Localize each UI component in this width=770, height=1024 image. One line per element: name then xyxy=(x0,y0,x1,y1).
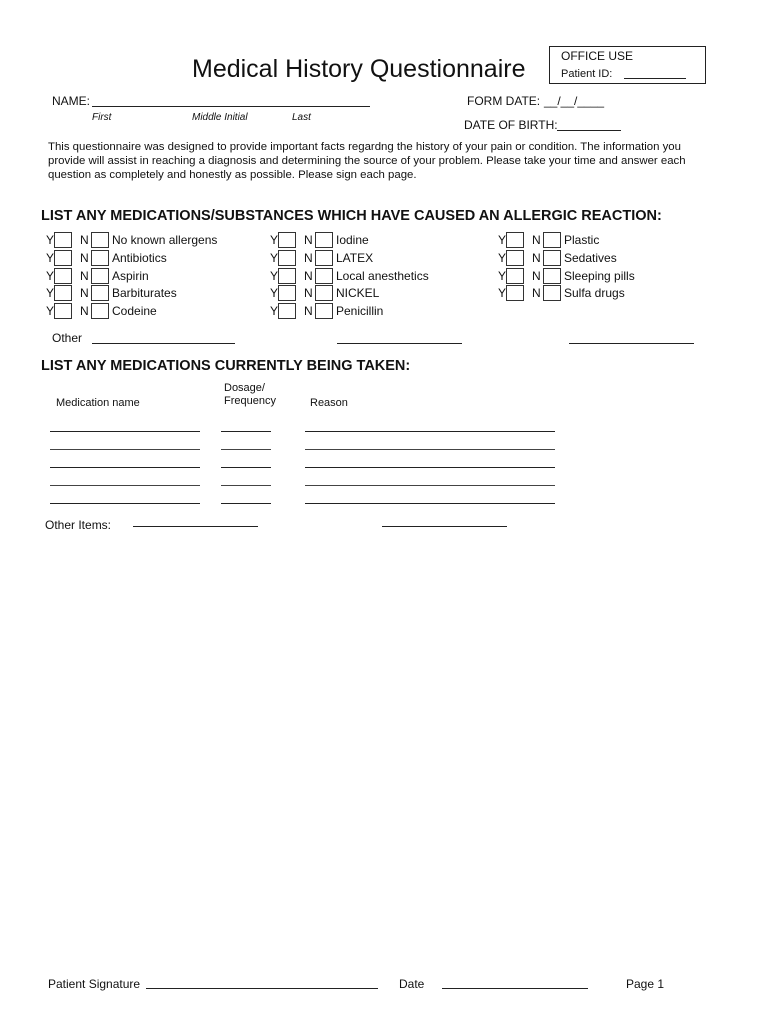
allergy-yes-checkbox-no-known-allergens[interactable] xyxy=(54,232,72,248)
first-name-caption: First xyxy=(92,112,112,123)
form-date-label: FORM DATE: xyxy=(467,94,541,108)
allergy-item-aspirin: Aspirin xyxy=(112,269,149,283)
allergy-no-checkbox-codeine[interactable] xyxy=(91,303,109,319)
yes-label: Y xyxy=(498,286,507,300)
allergy-yes-checkbox-iodine[interactable] xyxy=(278,232,296,248)
allergy-item-latex: LATEX xyxy=(336,251,374,265)
allergy-item-sedatives: Sedatives xyxy=(564,251,617,265)
allergy-item-local-anesthetics: Local anesthetics xyxy=(336,269,429,283)
other-items-field-2[interactable] xyxy=(382,526,507,527)
allergy-yes-checkbox-barbiturates[interactable] xyxy=(54,285,72,301)
signature-date-field[interactable] xyxy=(442,988,588,989)
yes-label: Y xyxy=(270,304,279,318)
allergy-item-nickel: NICKEL xyxy=(336,286,380,300)
no-label: N xyxy=(80,304,89,318)
patient-signature-label: Patient Signature xyxy=(48,977,141,991)
allergy-item-antibiotics: Antibiotics xyxy=(112,251,167,265)
allergy-yes-checkbox-local-anesthetics[interactable] xyxy=(278,268,296,284)
allergy-yes-checkbox-antibiotics[interactable] xyxy=(54,250,72,266)
patient-id-field[interactable] xyxy=(624,78,686,79)
other-allergy-field-1[interactable] xyxy=(92,343,235,344)
allergy-no-checkbox-antibiotics[interactable] xyxy=(91,250,109,266)
yes-label: Y xyxy=(498,269,507,283)
other-allergy-field-2[interactable] xyxy=(337,343,462,344)
yes-label: Y xyxy=(46,304,55,318)
patient-id-label: Patient ID: xyxy=(561,68,613,80)
yes-label: Y xyxy=(46,251,55,265)
page-title: Medical History Questionnaire xyxy=(192,55,526,83)
reason-field-5[interactable] xyxy=(305,503,555,504)
no-label: N xyxy=(80,233,89,247)
yes-label: Y xyxy=(270,286,279,300)
dosage-frequency-header: Dosage/ Frequency xyxy=(224,382,276,407)
yes-label: Y xyxy=(270,233,279,247)
allergy-no-checkbox-local-anesthetics[interactable] xyxy=(315,268,333,284)
dob-field[interactable] xyxy=(557,130,621,131)
allergy-item-iodine: Iodine xyxy=(336,233,369,247)
allergy-yes-checkbox-nickel[interactable] xyxy=(278,285,296,301)
allergy-no-checkbox-latex[interactable] xyxy=(315,250,333,266)
dosage-field-1[interactable] xyxy=(221,431,271,432)
name-label: NAME: xyxy=(52,94,91,108)
name-field[interactable] xyxy=(92,106,370,107)
other-items-field-1[interactable] xyxy=(133,526,258,527)
yes-label: Y xyxy=(46,286,55,300)
allergy-yes-checkbox-sedatives[interactable] xyxy=(506,250,524,266)
allergy-no-checkbox-barbiturates[interactable] xyxy=(91,285,109,301)
yes-label: Y xyxy=(270,251,279,265)
allergy-item-barbiturates: Barbiturates xyxy=(112,286,177,300)
medication-name-field-2[interactable] xyxy=(50,449,200,450)
current-meds-heading: LIST ANY MEDICATIONS CURRENTLY BEING TAKEN: xyxy=(41,358,411,374)
medication-name-field-5[interactable] xyxy=(50,503,200,504)
page-number: Page 1 xyxy=(626,977,665,991)
allergy-no-checkbox-sedatives[interactable] xyxy=(543,250,561,266)
no-label: N xyxy=(304,251,313,265)
yes-label: Y xyxy=(498,233,507,247)
no-label: N xyxy=(80,251,89,265)
other-allergy-field-3[interactable] xyxy=(569,343,694,344)
allergy-no-checkbox-no-known-allergens[interactable] xyxy=(91,232,109,248)
no-label: N xyxy=(532,286,541,300)
allergy-item-no-known-allergens: No known allergens xyxy=(112,233,218,247)
form-date-field[interactable]: __/__/____ xyxy=(544,94,605,108)
dob-label: DATE OF BIRTH: xyxy=(464,118,558,132)
dosage-field-2[interactable] xyxy=(221,449,271,450)
office-use-box xyxy=(549,46,706,84)
reason-field-2[interactable] xyxy=(305,449,555,450)
no-label: N xyxy=(532,233,541,247)
no-label: N xyxy=(532,251,541,265)
allergy-yes-checkbox-sleeping-pills[interactable] xyxy=(506,268,524,284)
allergy-yes-checkbox-latex[interactable] xyxy=(278,250,296,266)
other-allergy-label: Other xyxy=(52,331,83,345)
no-label: N xyxy=(304,233,313,247)
medication-name-field-4[interactable] xyxy=(50,485,200,486)
reason-field-1[interactable] xyxy=(305,431,555,432)
allergy-no-checkbox-penicillin[interactable] xyxy=(315,303,333,319)
allergy-yes-checkbox-plastic[interactable] xyxy=(506,232,524,248)
no-label: N xyxy=(80,269,89,283)
intro-paragraph: This questionnaire was designed to provide important facts regardng the history of your pain or condition. The information you provide will assist in reaching a diagnosis and determining the source of your problem. Please take your time and answer each question as completely and honestly as possible. Please sign each page. xyxy=(48,141,686,181)
allergy-item-sleeping-pills: Sleeping pills xyxy=(564,269,635,283)
dosage-field-3[interactable] xyxy=(221,467,271,468)
allergy-yes-checkbox-penicillin[interactable] xyxy=(278,303,296,319)
signature-date-label: Date xyxy=(399,977,425,991)
allergy-no-checkbox-sleeping-pills[interactable] xyxy=(543,268,561,284)
patient-signature-field[interactable] xyxy=(146,988,378,989)
allergies-heading: LIST ANY MEDICATIONS/SUBSTANCES WHICH HAVE CAUSED AN ALLERGIC REACTION: xyxy=(41,208,662,224)
no-label: N xyxy=(304,286,313,300)
allergy-yes-checkbox-codeine[interactable] xyxy=(54,303,72,319)
office-use-label: OFFICE USE xyxy=(561,49,634,63)
other-items-label: Other Items: xyxy=(45,518,112,532)
medication-name-header: Medication name xyxy=(56,397,140,409)
reason-field-3[interactable] xyxy=(305,467,555,468)
reason-field-4[interactable] xyxy=(305,485,555,486)
middle-initial-caption: Middle Initial xyxy=(192,112,248,123)
allergy-no-checkbox-aspirin[interactable] xyxy=(91,268,109,284)
yes-label: Y xyxy=(270,269,279,283)
reason-header: Reason xyxy=(310,397,348,409)
allergy-no-checkbox-plastic[interactable] xyxy=(543,232,561,248)
allergy-yes-checkbox-aspirin[interactable] xyxy=(54,268,72,284)
yes-label: Y xyxy=(498,251,507,265)
allergy-item-plastic: Plastic xyxy=(564,233,600,247)
no-label: N xyxy=(304,304,313,318)
allergy-item-codeine: Codeine xyxy=(112,304,157,318)
allergy-item-penicillin: Penicillin xyxy=(336,304,384,318)
last-name-caption: Last xyxy=(292,112,311,123)
no-label: N xyxy=(80,286,89,300)
allergy-no-checkbox-iodine[interactable] xyxy=(315,232,333,248)
medication-name-field-1[interactable] xyxy=(50,431,200,432)
allergy-no-checkbox-nickel[interactable] xyxy=(315,285,333,301)
dosage-field-4[interactable] xyxy=(221,485,271,486)
yes-label: Y xyxy=(46,233,55,247)
no-label: N xyxy=(532,269,541,283)
allergy-item-sulfa-drugs: Sulfa drugs xyxy=(564,286,625,300)
medication-name-field-3[interactable] xyxy=(50,467,200,468)
allergy-no-checkbox-sulfa-drugs[interactable] xyxy=(543,285,561,301)
allergy-yes-checkbox-sulfa-drugs[interactable] xyxy=(506,285,524,301)
no-label: N xyxy=(304,269,313,283)
dosage-field-5[interactable] xyxy=(221,503,271,504)
yes-label: Y xyxy=(46,269,55,283)
